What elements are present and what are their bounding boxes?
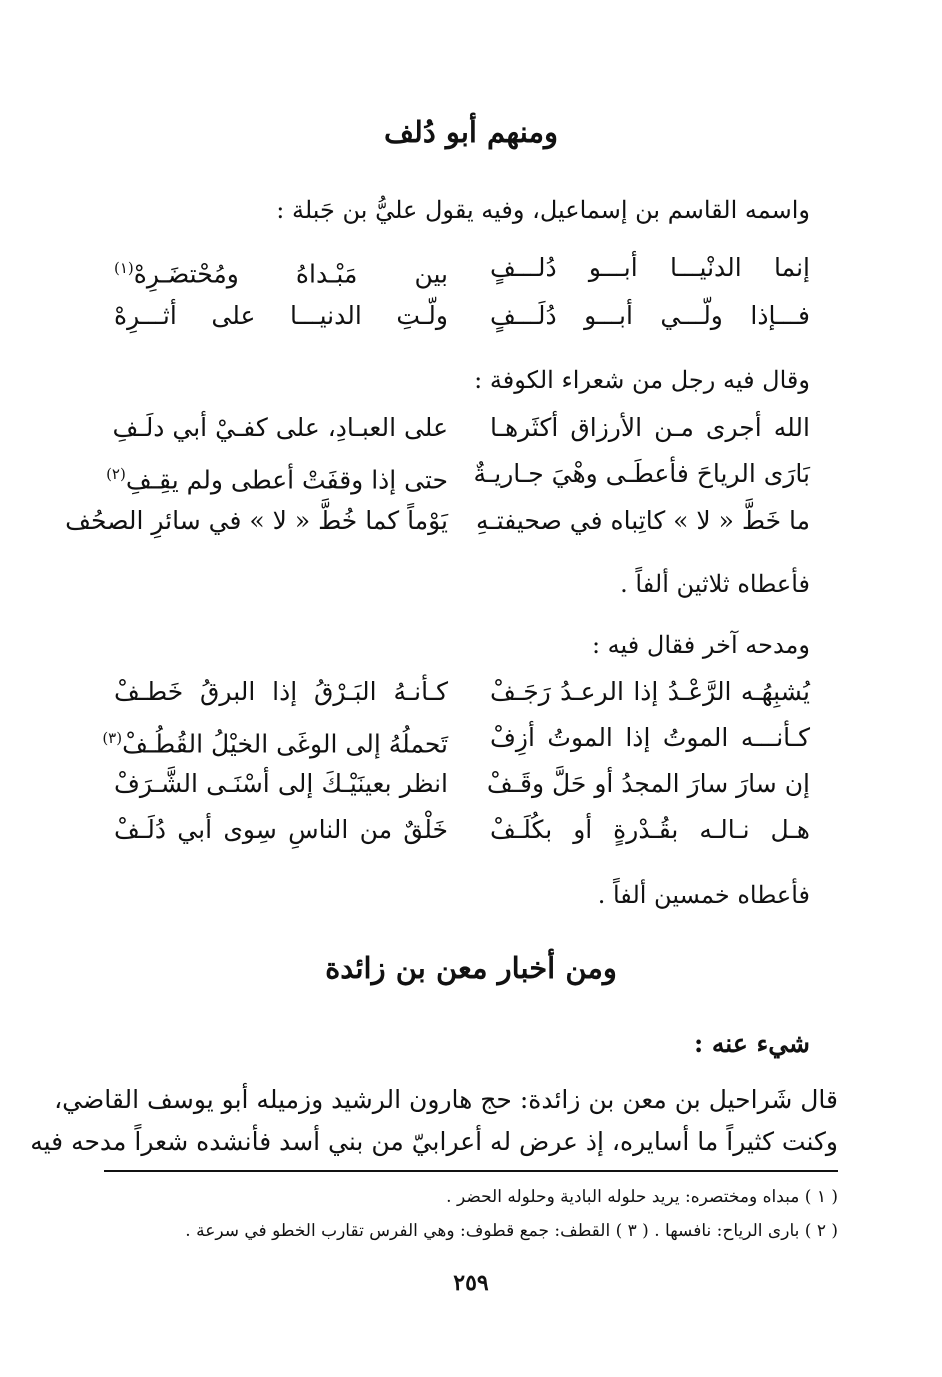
poem3-verse1-right: يُشبِهُـه الرَّعْـدُ إذا الرعـدُ رَجَـفْ [490, 677, 810, 706]
footnote-divider [104, 1170, 838, 1172]
kufa-intro-line: وقال فيه رجل من شعراء الكوفة : [474, 366, 810, 394]
poem3-verse2-left: تَحملُهُ إلى الوغَى الخيْلُ القُطُـفْ$^{(٣)}$ [102, 729, 448, 759]
intro-line: واسمه القاسم بن إسماعيل، وفيه يقول عليُّ بن جَبلة : [276, 196, 810, 224]
footnote-1: ( ١ ) مبداه ومختصره: يريد حلوله البادية وحلوله الحضر . [446, 1187, 838, 1207]
subheading: شيء عنه : [693, 1029, 810, 1058]
poem1-verse1-left: بين مَبْـداهُ ومُحْتضَـرِهْ$^{(١)}$ [114, 259, 448, 289]
poem3-verse1-left: كـأنـهُ البَـرْقُ إذا البرقُ خَطـفْ [114, 677, 448, 706]
gift-line-1: فأعطاه ثلاثين ألفاً . [620, 570, 810, 598]
other-intro-line: ومدحه آخر فقال فيه : [591, 631, 810, 659]
footnote-mark-3: (٣) [102, 729, 123, 747]
poem3-verse4-right: هـل نـالـه بقُـدْرةٍ أو بكُلَـفْ [490, 815, 810, 844]
section-title-abu-dulaf: ومنهم أبو دُلف [383, 115, 559, 149]
footnote-2: ( ٢ ) بارى الرياح: نافسها . ( ٣ ) القطف: جمع قطوف: وهي الفرس تقارب الخطو في سرعة . [185, 1221, 838, 1241]
poem2-verse3-right: ما خَطَّ « لا » كاتِباه في صحيفتـهِ [475, 506, 810, 535]
poem3-verse4-left: خَلْقٌ من الناسِ سِوى أبي دُلَـفْ [114, 815, 448, 844]
poem3-verse2-right: كـأنـــه الموتُ إذا الموتُ أزِفْ [490, 723, 810, 752]
gift-line-2: فأعطاه خمسين ألفاً . [597, 881, 810, 909]
poem1-verse2-left: ولّـتِ الدنيـــا على أثـــرِهْ [114, 301, 448, 330]
poem2-verse2-right: بَارَى الرياحَ فأعطَـى وهْيَ جـاريـةٌ [473, 459, 810, 488]
footnote-mark-1: (١) [114, 259, 134, 277]
body-line-2: وكنت كثيراً ما أسايره، إذ عرض له أعرابيّ من بني أسد فأنشده شعراً مدحه فيه [30, 1127, 838, 1156]
poem2-verse1-left: على العبـادِ، على كفـيْ أبي دلَـفِ [112, 413, 448, 442]
body-line-1: قال شَراحيل بن معن بن زائدة: حج هارون الرشيد وزميله أبو يوسف القاضي، [54, 1085, 838, 1114]
poem3-verse3-left: انظر بعينَيْـكَ إلى أسْنَـى الشَّـرَفْ [114, 769, 448, 798]
poem1-verse2-right: فـــإذا ولّـــي أبـــو دُلَـــفٍ [490, 301, 810, 330]
footnote-mark-2: (٢) [106, 465, 126, 483]
poem2-verse2-left: حتى إذا وقفَتْ أعطى ولم يقِـفِ$^{(٢)}$ [106, 465, 448, 495]
poem2-verse3-left: يَوْماً كما خُطَّ « لا » في سائرِ الصحُف [65, 506, 448, 535]
page-number: ٢٥٩ [453, 1270, 489, 1296]
section-title-maan: ومن أخبار معن بن زائدة [325, 951, 617, 985]
poem2-verse1-right: الله أجرى مـن الأرزاق أكثَرهـا [490, 413, 810, 442]
poem3-verse3-right: إن سارَ سارَ المجدُ أو حَلَّ وقَـفْ [486, 769, 810, 798]
poem1-verse1-right: إنما الدنْيـــا أبـــو دُلـــفٍ [490, 253, 810, 282]
